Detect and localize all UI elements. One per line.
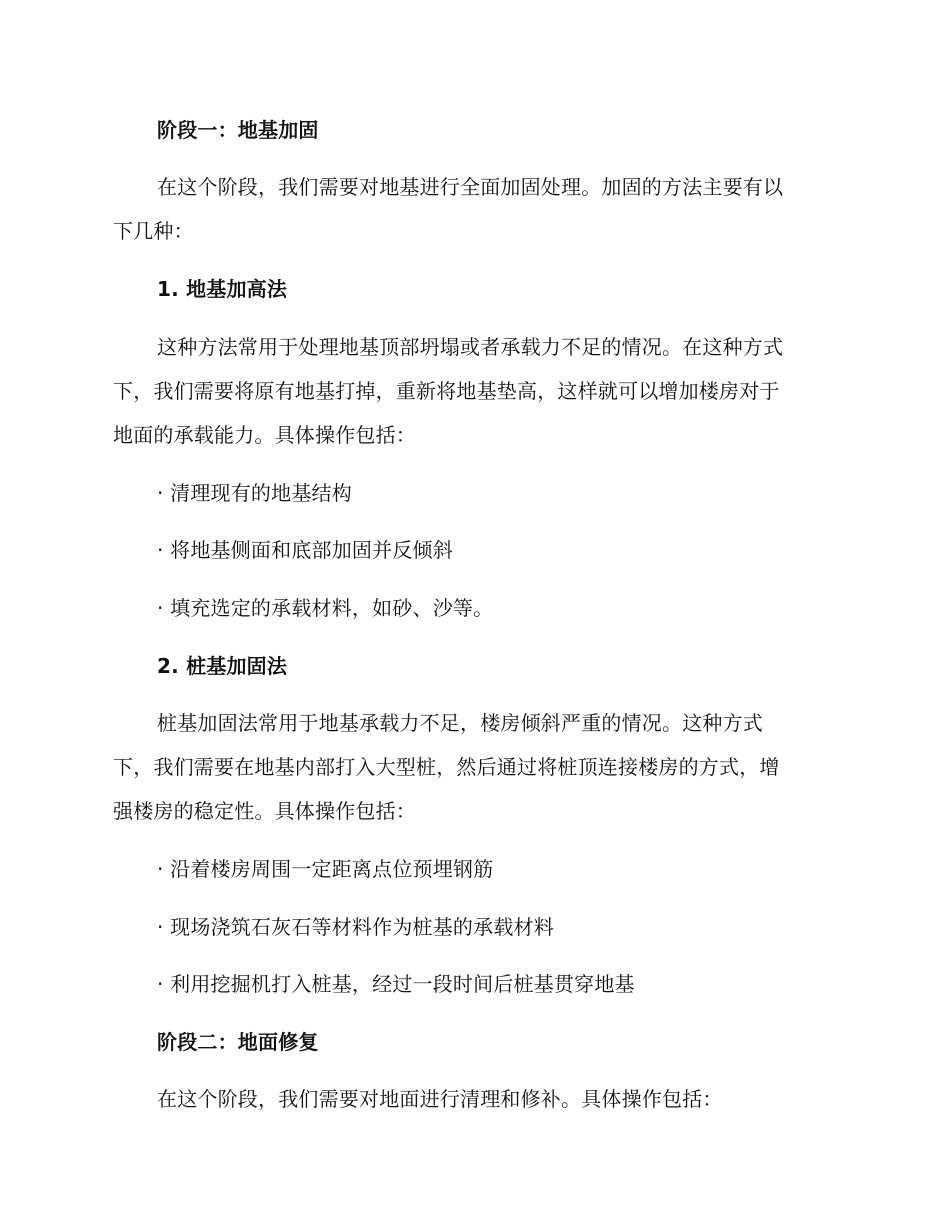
method1-heading: 1. 地基加高法 [157, 277, 288, 301]
stage2-heading: 阶段二：地面修复 [157, 1030, 319, 1054]
method2-heading: 2. 桩基加固法 [157, 654, 288, 678]
stage1-intro-line2: 下几种： [113, 219, 194, 243]
method1-step: · 填充选定的承载材料，如砂、沙等。 [157, 596, 494, 620]
stage1-heading: 阶段一：地基加固 [157, 118, 319, 142]
method2-step: · 沿着楼房周围一定距离点位预埋钢筋 [157, 857, 494, 881]
method1-desc-line1: 这种方法常用于处理地基顶部坍塌或者承载力不足的情况。在这种方式 [157, 335, 784, 359]
method1-step: · 清理现有的地基结构 [157, 481, 352, 505]
method1-desc-line2: 下，我们需要将原有地基打掉，重新将地基垫高，这样就可以增加楼房对于 [113, 379, 780, 403]
method2-desc-line1: 桩基加固法常用于地基承载力不足，楼房倾斜严重的情况。这种方式 [157, 711, 763, 735]
stage1-intro-line1: 在这个阶段，我们需要对地基进行全面加固处理。加固的方法主要有以 [157, 175, 784, 199]
method2-desc-line3: 强楼房的稳定性。具体操作包括： [113, 799, 416, 823]
method2-desc-line2: 下，我们需要在地基内部打入大型桩，然后通过将桩顶连接楼房的方式，增 [113, 755, 780, 779]
method2-step: · 现场浇筑石灰石等材料作为桩基的承载材料 [157, 915, 554, 939]
method2-step: · 利用挖掘机打入桩基，经过一段时间后桩基贯穿地基 [157, 972, 635, 996]
stage2-intro-line1: 在这个阶段，我们需要对地面进行清理和修补。具体操作包括： [157, 1087, 723, 1111]
method1-step: · 将地基侧面和底部加固并反倾斜 [157, 538, 453, 562]
method1-desc-line3: 地面的承载能力。具体操作包括： [113, 423, 416, 447]
